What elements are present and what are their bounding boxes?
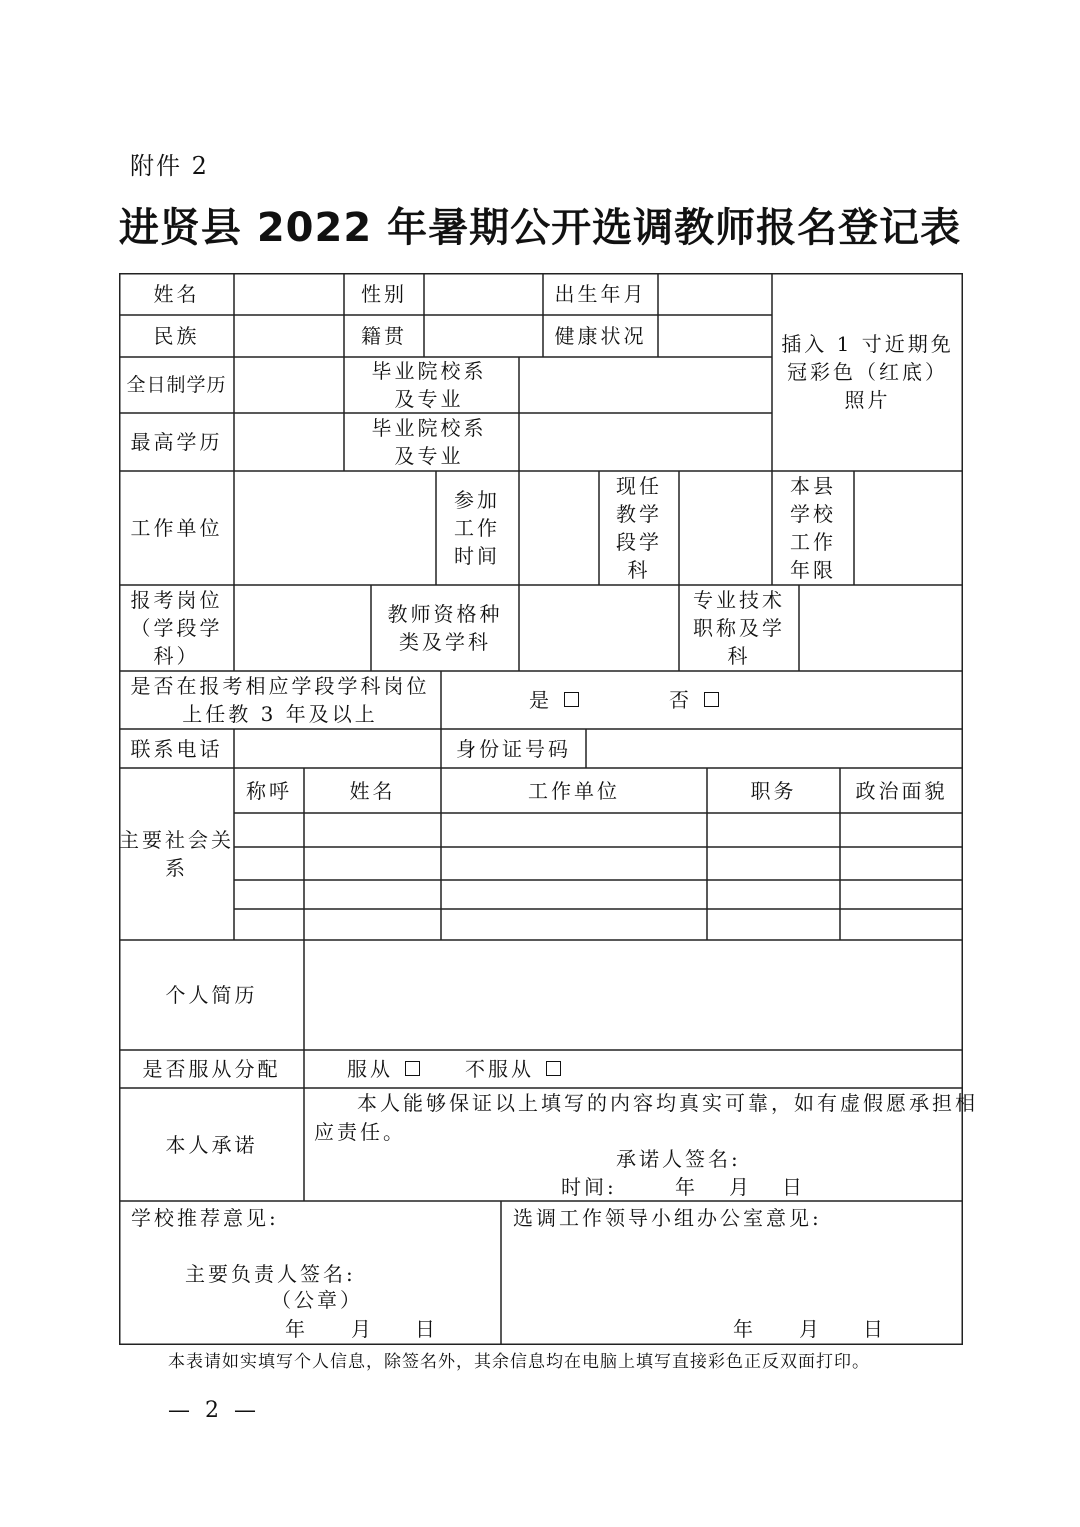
document-title: 进贤县 2022 年暑期公开选调教师报名登记表 — [118, 205, 962, 251]
obey-yes-label: 服从 — [347, 1057, 393, 1081]
office-month: 月 — [799, 1317, 822, 1341]
no-label: 否 — [669, 688, 692, 712]
relations-header-political-status: 政治面貌 — [855, 778, 948, 803]
teacher-certificate-label: 教师资格种类及学科 — [387, 602, 503, 654]
native-place-label: 籍贯 — [361, 324, 407, 348]
school-year: 年 — [285, 1317, 308, 1341]
office-day: 日 — [863, 1317, 886, 1341]
obey-no-label: 不服从 — [465, 1057, 534, 1081]
resume-field[interactable] — [304, 940, 963, 1050]
relations-header-name: 姓名 — [349, 778, 396, 803]
school-opinion-label: 学校推荐意见: — [131, 1206, 279, 1230]
social-relations-label: 主要社会关系 — [119, 828, 234, 880]
apply-post-label: 报考岗位（学段学科） — [130, 588, 223, 668]
commitment-month: 月 — [729, 1175, 752, 1199]
obey-no-option[interactable] — [465, 1055, 561, 1083]
school-month: 月 — [351, 1317, 374, 1341]
commitment-day: 日 — [782, 1175, 805, 1199]
footnote: 本表请如实填写个人信息，除签名外，其余信息均在电脑上填写直接彩色正反双面打印。 — [168, 1352, 870, 1372]
resume-label: 个人简历 — [165, 983, 258, 1007]
id-number-label: 身份证号码 — [456, 736, 571, 761]
work-unit-label: 工作单位 — [130, 516, 223, 540]
fulltime-education-label: 全日制学历 — [126, 374, 227, 396]
no-checkbox[interactable] — [704, 692, 719, 707]
obey-no-checkbox[interactable] — [546, 1061, 561, 1076]
current-teaching-subject-label: 现任教学段学科 — [616, 474, 662, 582]
obey-assignment-label: 是否服从分配 — [142, 1057, 281, 1081]
health-label: 健康状况 — [554, 324, 647, 348]
relations-header-title: 称呼 — [246, 778, 292, 803]
obey-yes-checkbox[interactable] — [405, 1061, 420, 1076]
phone-label: 联系电话 — [130, 736, 223, 761]
commitment-text-line-2: 应责任。 — [314, 1120, 406, 1144]
county-school-years-label: 本县学校工作年限 — [790, 474, 836, 582]
graduate-school-major-label: 毕业院校系及专业 — [371, 359, 487, 411]
teaching-3-years-yes-option[interactable] — [529, 686, 579, 714]
commitment-label: 本人承诺 — [165, 1132, 258, 1157]
photo-placeholder[interactable]: 插入 1 寸近期免冠彩色（红底）照片 — [781, 332, 954, 412]
relations-header-position: 职务 — [750, 778, 797, 803]
signer-label: 承诺人签名: — [616, 1147, 741, 1171]
gender-label: 性别 — [361, 282, 407, 306]
highest-education-label: 最高学历 — [130, 430, 223, 454]
professional-title-label: 专业技术职称及学科 — [693, 588, 785, 668]
office-opinion-label: 选调工作领导小组办公室意见: — [513, 1206, 822, 1230]
principal-sign-label: 主要负责人签名: — [185, 1262, 356, 1286]
page-number: — 2 — — [168, 1398, 260, 1423]
school-day: 日 — [415, 1317, 438, 1341]
registration-form — [119, 273, 978, 1345]
commitment-text-line-1: 本人能够保证以上填写的内容均真实可靠，如有虚假愿承担相 — [357, 1091, 978, 1115]
graduate-school-major-label-2: 毕业院校系及专业 — [371, 416, 487, 468]
commitment-time-label: 时间: — [561, 1175, 617, 1199]
teaching-3-years-question: 是否在报考相应学段学科岗位上任教 3 年及以上 — [130, 674, 430, 726]
join-work-time-label: 参加工作时间 — [454, 488, 500, 568]
yes-label: 是 — [529, 688, 552, 712]
ethnicity-label: 民族 — [153, 324, 200, 348]
name-label: 姓名 — [153, 282, 200, 306]
birth-label: 出生年月 — [554, 282, 647, 306]
office-year: 年 — [733, 1317, 756, 1341]
official-seal-label: （公章） — [271, 1288, 363, 1312]
yes-checkbox[interactable] — [564, 692, 579, 707]
obey-yes-option[interactable] — [347, 1055, 420, 1083]
attachment-label: 附件 2 — [130, 152, 209, 180]
commitment-year: 年 — [675, 1175, 698, 1199]
teaching-3-years-no-option[interactable] — [669, 686, 719, 714]
relations-header-work-unit: 工作单位 — [528, 778, 620, 803]
